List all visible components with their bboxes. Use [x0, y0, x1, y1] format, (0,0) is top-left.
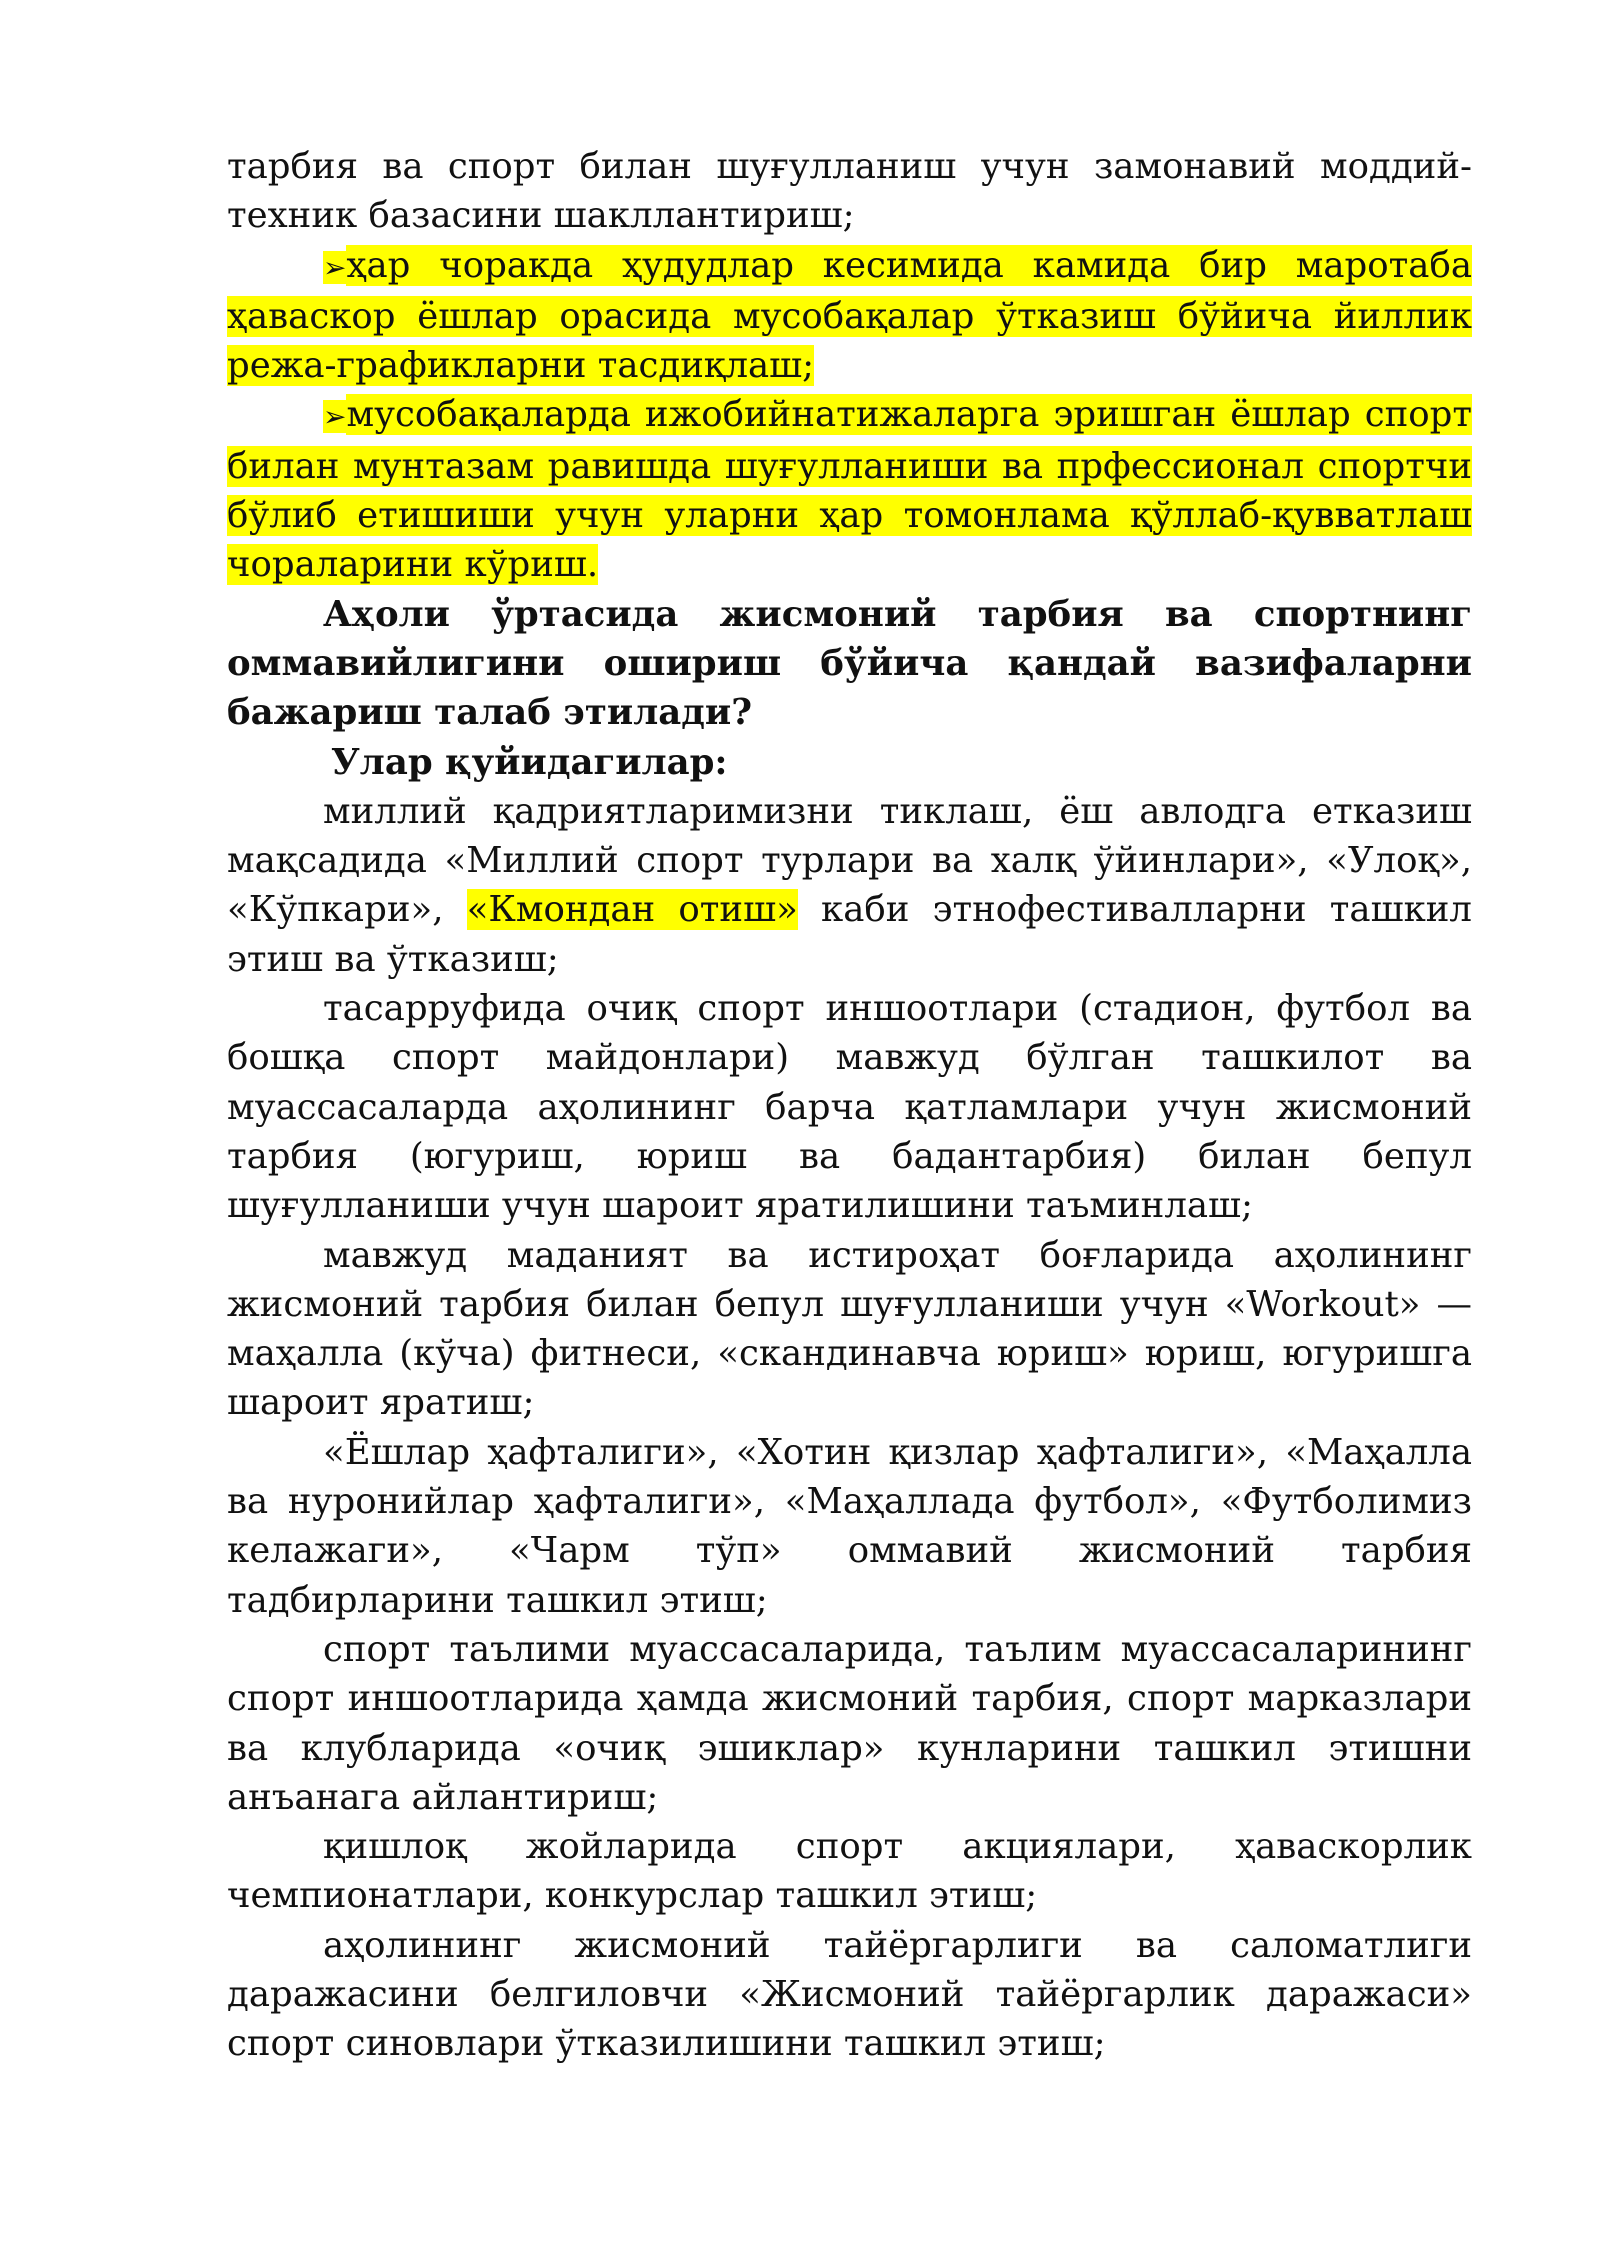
paragraph-fitness-tests: аҳолининг жисмоний тайёргарлиги ва саломатлиги даражасини белгиловчи «Жисмоний тайёргарлик даражаси» спорт синовлари ўтказилишини ташкил этиш; [227, 1924, 1472, 2065]
bullet-paragraph-schedules [227, 241, 1472, 391]
arrow-bullet-icon: ➢ [323, 400, 347, 434]
paragraph-rural: қишлоқ жойларида спорт акциялари, ҳаваскорлик чемпионатлари, конкурслар ташкил этиш; [227, 1826, 1472, 1917]
highlighted-text: ҳар чоракда ҳудудлар кесимида камида бир маротаба ҳаваскор ёшлар орасида мусобақалар ўтказиш бўйича йиллик режа-графикларни тасдиқлаш; [227, 244, 1472, 387]
document-page [227, 142, 1472, 2069]
subheading: Улар қуйидагилар: [331, 741, 728, 783]
paragraph-national-values [227, 787, 1472, 984]
highlighted-text: «Кмондан отиш» [466, 889, 798, 931]
paragraph-text: тарбия ва спорт билан шуғулланиш учун замонавий моддий-техник базасини шакллантириш; [227, 146, 1472, 237]
bullet-paragraph-support [227, 390, 1472, 589]
paragraph-open-facilities: тасарруфида очиқ спорт иншоотлари (стадион, футбол ва бошқа спорт майдонлари) мавжуд бўлган ташкилот ва муассасаларда аҳолининг барча қатламлари учун жисмоний тарбия (югуриш, юриш ва бадантарбия) билан бепул шуғулланиши учун шароит яратилишини таъминлаш; [227, 988, 1472, 1227]
paragraph-text: каби этнофестивалларни ташкил этиш ва ўтказиш; [227, 889, 1472, 980]
question-heading: Аҳоли ўртасида жисмоний тарбия ва спортнинг оммавийлигини ошириш бўйича қандай вазифаларни бажариш талаб этилади? [227, 593, 1472, 734]
highlighted-text: мусобақаларда ижобийнатижаларга эришган ёшлар спорт билан мунтазам равишда шуғулланиши ва прфессионал спортчи бўлиб етишиши учун уларни ҳар томонлама қўллаб-қувватлаш чораларини кўриш. [227, 394, 1472, 586]
paragraph-text: миллий қадриятларимизни тиклаш, ёш авлодга етказиш мақсадида «Миллий спорт турлари ва халқ ўйинлари», «Улоқ», «Кўпкари», [227, 790, 1472, 931]
paragraph-open-doors: спорт таълими муассасаларида, таълим муассасаларининг спорт иншоотларида ҳамда жисмоний тарбия, спорт марказлари ва клубларида «очиқ эшиклар» кунларини ташкил этишни анъанага айлантириш; [227, 1628, 1472, 1818]
paragraph-weeks: «Ёшлар ҳафталиги», «Хотин қизлар ҳафталиги», «Маҳалла ва нуронийлар ҳафталиги», «Маҳаллада футбол», «Футболимиз келажаги», «Чарм тўп» оммавий жисмоний тарбия тадбирларини ташкил этиш; [227, 1431, 1472, 1621]
paragraph-continuation [227, 142, 1472, 241]
arrow-bullet-icon: ➢ [323, 250, 347, 284]
paragraph-parks: мавжуд маданият ва истироҳат боғларида аҳолининг жисмоний тарбия билан бепул шуғулланиши учун «Workout» — маҳалла (кўча) фитнеси, «скандинавча юриш» юриш, югуришга шароит яратиш; [227, 1234, 1472, 1424]
